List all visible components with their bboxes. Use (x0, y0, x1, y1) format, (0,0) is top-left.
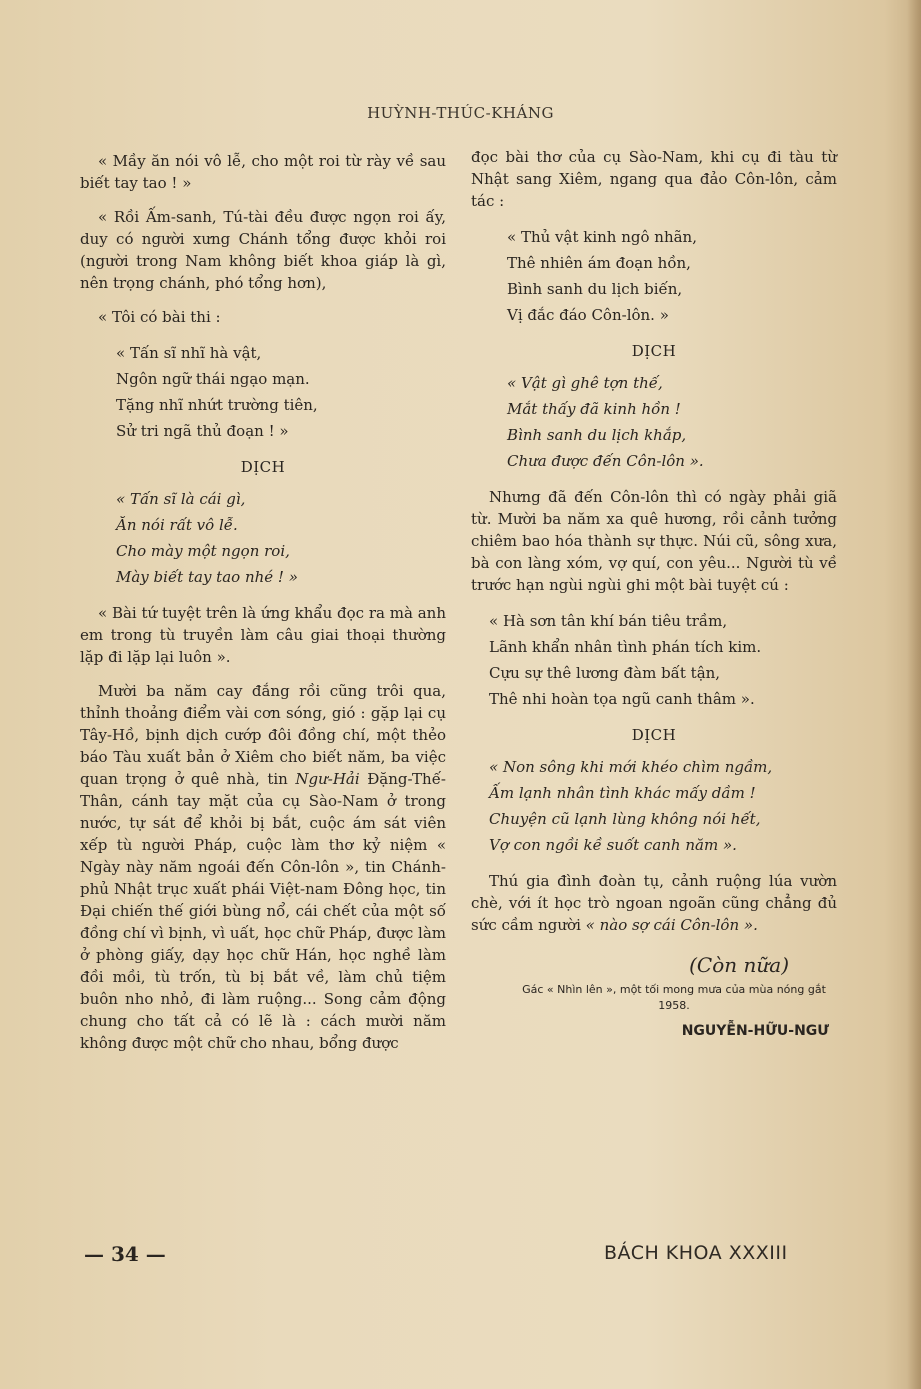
translation-heading: DỊCH (240, 458, 286, 476)
verse-line: Thê nhiên ám đoạn hồn, (507, 254, 691, 272)
signature-location: Gác « Nhìn lên », một tối mong mưa của mùa nóng gắt 1958. (522, 983, 826, 1012)
translation-heading: DỊCH (631, 342, 677, 360)
verse-line: Vợ con ngồi kề suốt canh năm ». (489, 836, 737, 854)
verse-translation (507, 370, 837, 474)
verse-line: Chuyện cũ lạnh lùng không nói hết, (489, 810, 761, 828)
verse-original (507, 224, 837, 328)
continued-note: (Còn nữa) (689, 953, 789, 977)
verse-line: Cho mày một ngọn roi, (116, 542, 290, 560)
verse-line: Lãnh khẩn nhân tình phán tích kim. (489, 638, 762, 656)
left-column (80, 150, 446, 1066)
verse-line: Ăn nói rất vô lễ. (116, 516, 238, 534)
paragraph (471, 870, 837, 936)
verse-line: Bình sanh du lịch khắp, (507, 426, 687, 444)
page-number: — 34 — (84, 1242, 166, 1266)
verse-line: « Non sông khi mới khéo chìm ngầm, (489, 758, 773, 776)
verse-line: Thê nhi hoàn tọa ngũ canh thâm ». (489, 690, 755, 708)
paragraph: « Mầy ăn nói vô lễ, cho một roi từ rày về sau biết tay tao ! » (80, 152, 446, 192)
text-run: Thú gia đình đoàn tụ, cảnh ruộng lúa vườn chè, với ít học trò ngoan ngoãn cũng chẳng đủ sức cầm người (471, 872, 837, 934)
paragraph: « Bài tứ tuyệt trên là ứng khẩu đọc ra mà anh em trong tù truyền làm câu giai thoại thường lặp đi lặp lại luôn ». (80, 604, 446, 666)
verse-line: « Tấn sĩ nhĩ hà vật, (116, 344, 262, 362)
translation-heading: DỊCH (631, 726, 677, 744)
verse-line: Tặng nhĩ nhứt trường tiên, (116, 396, 318, 414)
verse-translation (489, 754, 837, 858)
verse-line: « Thủ vật kinh ngô nhãn, (507, 228, 697, 246)
right-column (471, 146, 837, 1042)
verse-original (116, 340, 446, 444)
verse-translation (116, 486, 446, 590)
text-run: Mười ba năm cay đắng rồi cũng trôi qua, thỉnh thoảng điểm vài cơn sóng, gió : gặp lại cụ Tây-Hồ, bịnh dịch cướp đôi đồng chí, một thẻo báo Tàu xuất bản ở Xiêm cho biết năm, ba việc quan trọng ở quê nhà, tin (80, 682, 446, 788)
verse-original (489, 608, 837, 712)
verse-line: Chưa được đến Côn-lôn ». (507, 452, 704, 470)
verse-line: « Vật gì ghê tợn thế, (507, 374, 663, 392)
page-edge-shadow (907, 0, 921, 1389)
text-run: Đặng-Thế-Thân, cánh tay mặt của cụ Sào-Nam ở trong nước, tự sát để khỏi bị bắt, cuộc ám sát viên xếp tù người Pháp, cuộc làm thơ kỷ niệm « Ngày này năm ngoái đến Côn-lôn », tin Chánh-phủ Nhật trục xuất phái Việt-nam Đông học, tin Đại chiến thế giới bùng nổ, cái chết của một số đồng chí vì bịnh, vì uất, học chữ Pháp, được làm ở phòng giấy, dạy học chữ Hán, học nghề làm đồi mồi, tù trốn, tù bị bắt về, làm chủ tiệm buôn nho nhỏ, đi làm ruộng... Song cảm động chung cho tất cả có lẽ là : cách mười năm không được một chữ cho nhau, bổng được (80, 770, 447, 1052)
paragraph: « Rồi Ấm-sanh, Tú-tài đều được ngọn roi ấy, duy có người xưng Chánh tổng được khỏi roi (người trong Nam không biết khoa giáp là gì, nên trọng chánh, phó tổng hơn), (80, 208, 446, 292)
author-name: NGUYỄN-HỮU-NGƯ (681, 1023, 829, 1039)
magazine-name: BÁCH KHOA XXXIII (604, 1242, 788, 1264)
verse-line: Ngôn ngữ thái ngạo mạn. (116, 370, 310, 388)
emphasis: « nào sợ cái Côn-lôn ». (585, 916, 758, 934)
verse-line: « Tấn sĩ là cái gì, (116, 490, 246, 508)
verse-line: Cựu sự thê lương đàm bất tận, (489, 664, 721, 682)
paragraph: Nhưng đã đến Côn-lôn thì có ngày phải giã từ. Mười ba năm xa quê hương, rồi cảnh tưởng chiêm bao hóa thành sự thực. Núi cũ, sông xưa, bà con làng xóm, vợ quí, con yêu... Người tù về trước hạn ngùi ngùi ghi một bài tuyệt cú : (471, 488, 837, 594)
verse-line: Ấm lạnh nhân tình khác mấy dầm ! (489, 784, 756, 802)
paragraph: « Tôi có bài thi : (98, 308, 221, 326)
verse-line: Mắt thấy đã kinh hồn ! (507, 400, 681, 418)
verse-line: Vị đắc đáo Côn-lôn. » (507, 306, 669, 324)
verse-line: « Hà sơn tân khí bán tiêu trầm, (489, 612, 728, 630)
verse-line: Bình sanh du lịch biến, (507, 280, 683, 298)
verse-line: Sử tri ngã thủ đoạn ! » (116, 422, 289, 440)
running-head: HUỲNH-THÚC-KHÁNG (367, 104, 554, 122)
paragraph (80, 680, 446, 1054)
emphasis: Ngư-Hải (295, 770, 360, 788)
verse-line: Mày biết tay tao nhé ! » (116, 568, 298, 586)
paragraph: đọc bài thơ của cụ Sào-Nam, khi cụ đi tàu từ Nhật sang Xiêm, ngang qua đảo Côn-lôn, cảm tác : (471, 148, 837, 210)
